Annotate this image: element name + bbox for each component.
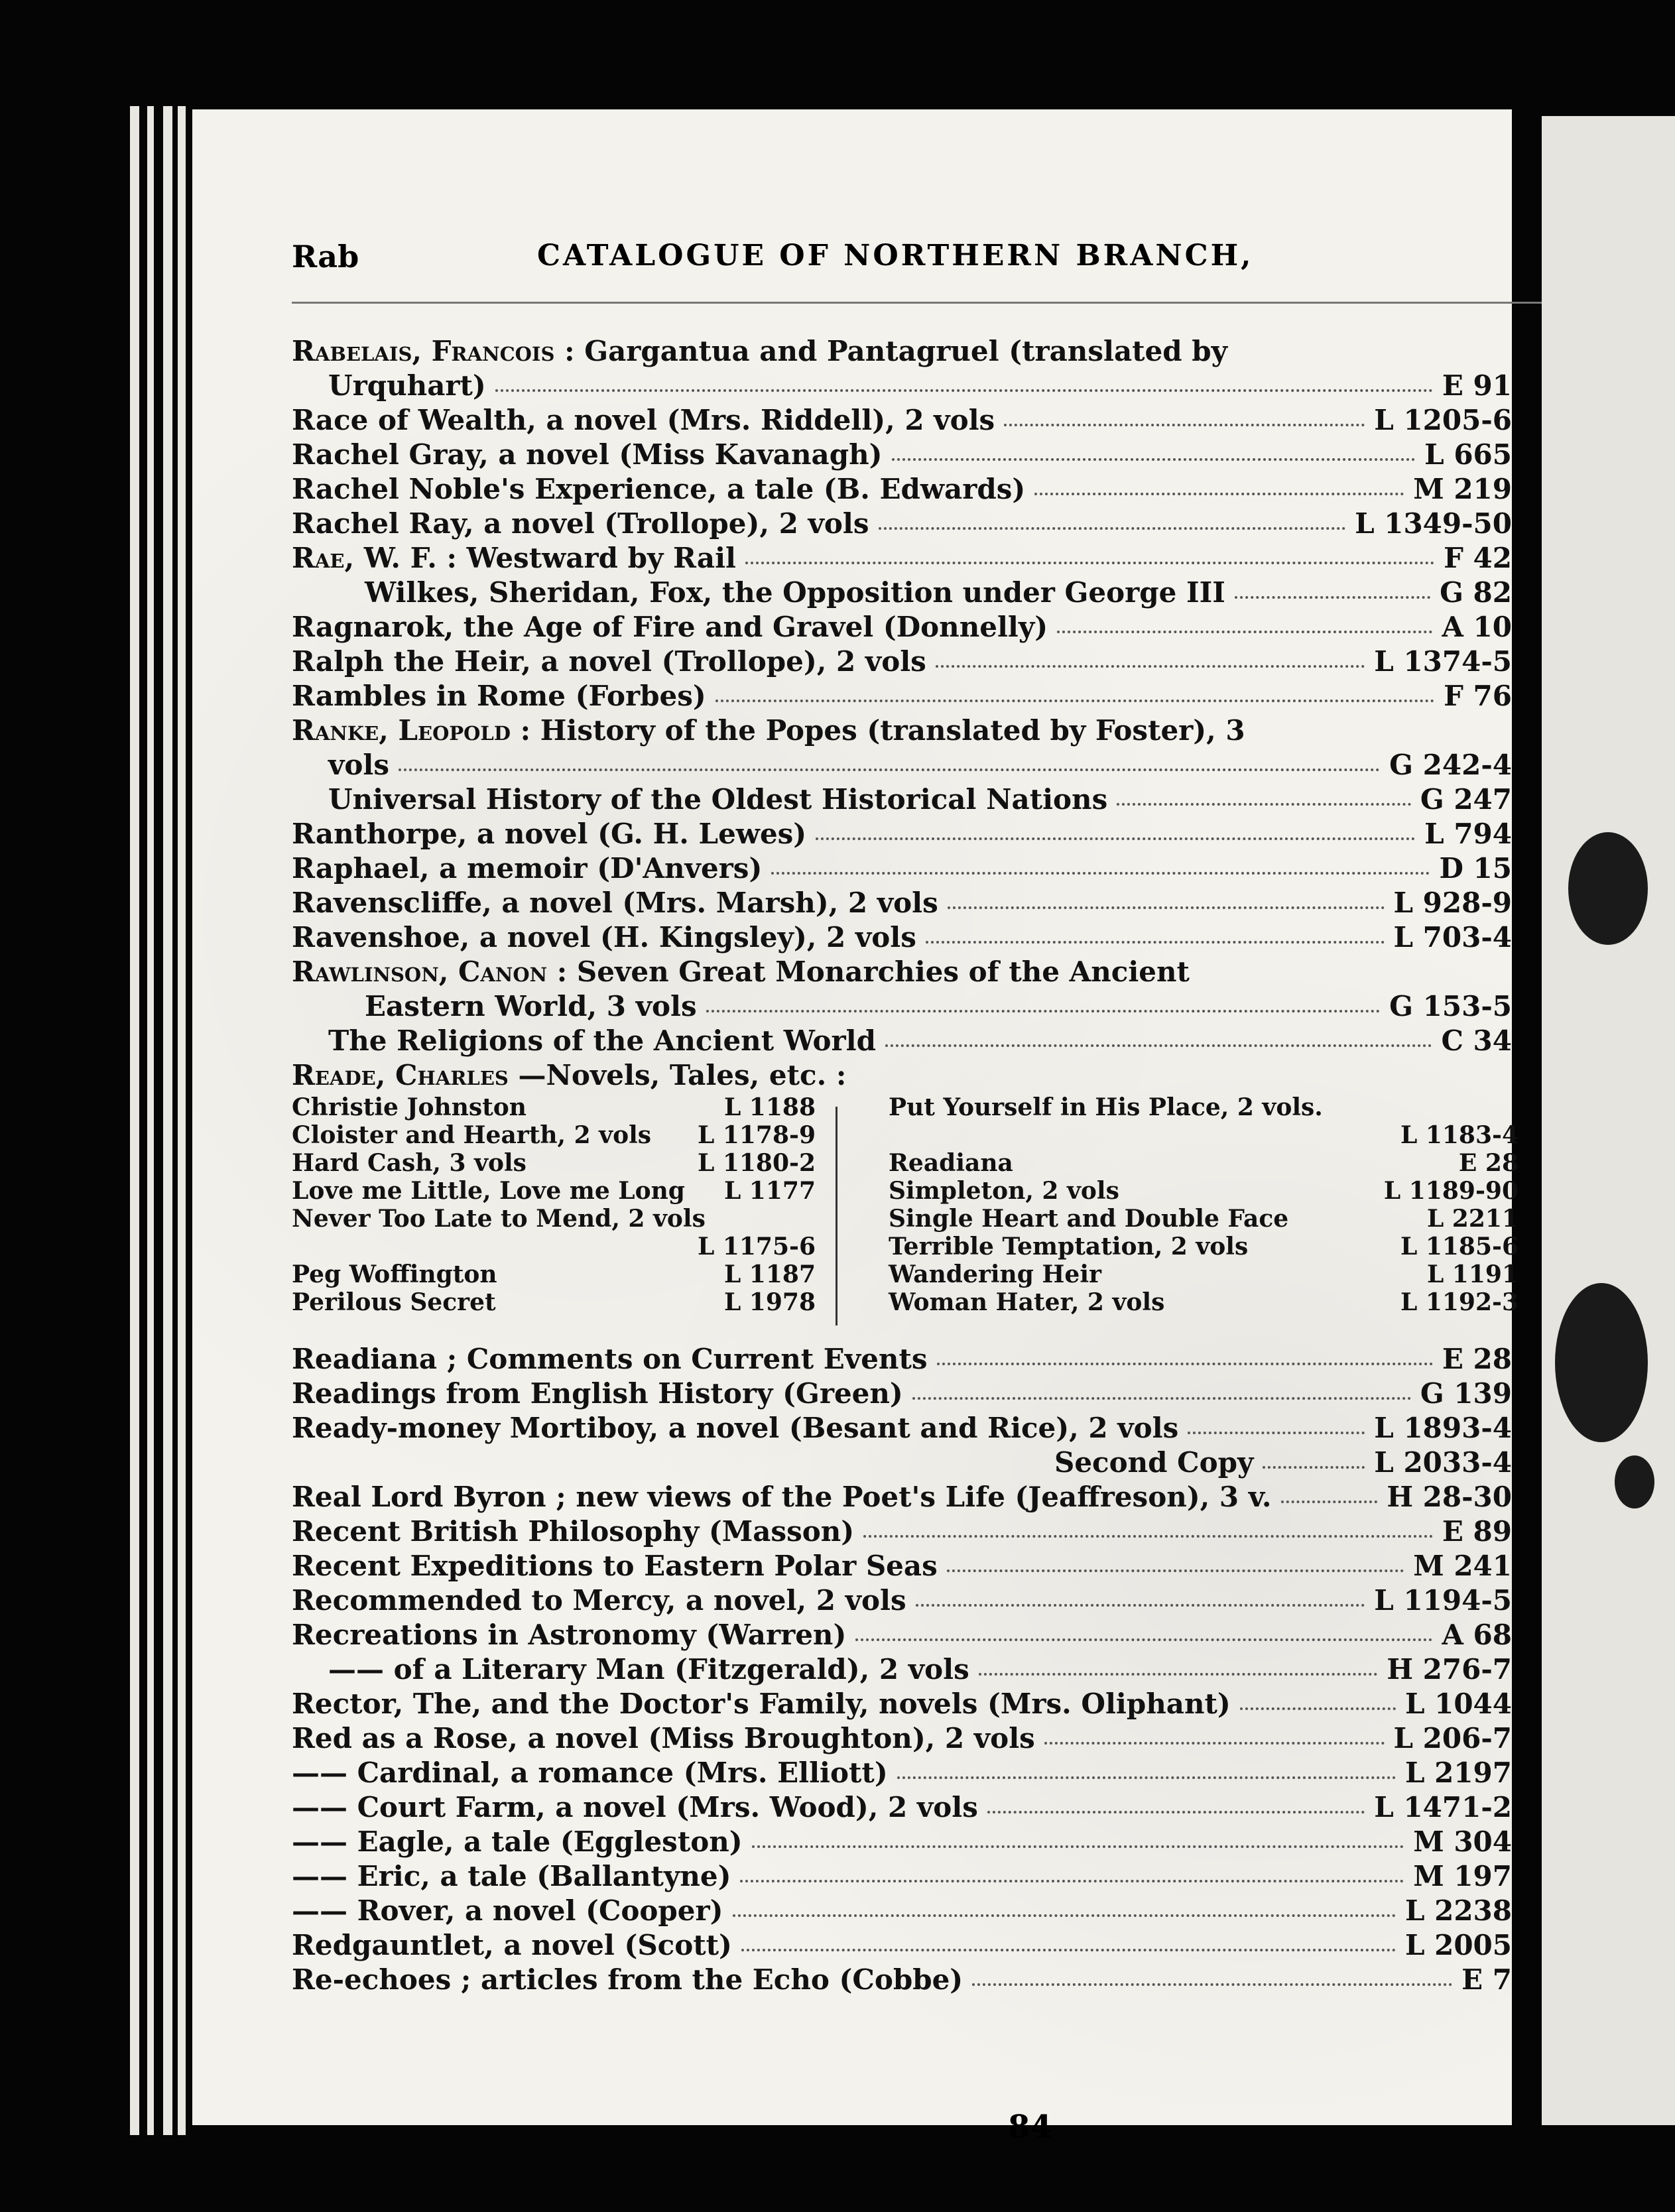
shelf-mark: L 1187	[723, 1260, 816, 1288]
entry-title: Readings from English History (Green)	[292, 1377, 903, 1410]
column-divider	[836, 1107, 837, 1325]
shelf-mark: L 1044	[1404, 1688, 1512, 1720]
catalogue-entry	[889, 1149, 1519, 1177]
author-name: Rabelais, Francois :	[292, 335, 575, 367]
entry-title: History of the Popes (translated by Foster), 3	[540, 714, 1245, 747]
shelf-mark: C 34	[1441, 1024, 1512, 1057]
catalogue-entry	[292, 1894, 1512, 1929]
entry-title: Raphael, a memoir (D'Anvers)	[292, 852, 763, 885]
catalogue-entry	[889, 1233, 1519, 1260]
entry-title: Love me Little, Love me Long	[292, 1177, 685, 1205]
catalogue-entry	[889, 1121, 1519, 1149]
dot-leader	[715, 700, 1434, 702]
shelf-mark: L 1192-3	[1400, 1288, 1519, 1316]
entry-title: Gargantua and Pantagruel (translated by	[584, 335, 1228, 367]
shelf-mark: E 28	[1458, 1149, 1519, 1177]
catalogue-entry	[292, 1059, 1512, 1093]
reade-works-columns	[292, 1093, 1519, 1343]
catalogue-entry	[292, 1825, 1512, 1860]
shelf-mark: L 1189-90	[1383, 1177, 1519, 1205]
shelf-mark: E 89	[1442, 1515, 1512, 1548]
entry-title: Single Heart and Double Face	[889, 1205, 1289, 1233]
dot-leader	[745, 562, 1434, 564]
header-rule	[292, 302, 1591, 304]
entry-title: Perilous Secret	[292, 1288, 496, 1316]
catalogue-entry	[292, 1377, 1512, 1412]
catalogue-entry	[292, 1619, 1512, 1653]
shelf-mark: G 247	[1420, 783, 1512, 816]
dot-leader	[752, 1845, 1404, 1848]
entry-title: Eastern World, 3 vols	[365, 990, 697, 1022]
catalogue-page	[192, 109, 1519, 2146]
shelf-mark: L 1177	[723, 1177, 816, 1205]
shelf-mark: G 82	[1440, 576, 1512, 609]
catalogue-entry	[292, 1653, 1512, 1688]
entry-title: Seven Great Monarchies of the Ancient	[576, 955, 1190, 988]
shelf-mark: L 1349-50	[1355, 507, 1512, 540]
shelf-mark: F 42	[1444, 542, 1512, 574]
reade-right-column	[889, 1093, 1519, 1316]
page-header	[292, 239, 1591, 278]
dot-leader	[1057, 631, 1432, 633]
entry-title: Real Lord Byron ; new views of the Poet's Life (Jeaffreson), 3 v.	[292, 1481, 1272, 1513]
catalogue-entry	[292, 1121, 816, 1149]
shelf-mark: L 1893-4	[1374, 1412, 1512, 1444]
dot-leader	[1117, 803, 1411, 806]
shelf-mark: L 1374-5	[1374, 645, 1512, 678]
catalogue-entry	[292, 1929, 1512, 1963]
catalogue-entry	[292, 1446, 1512, 1481]
dot-leader	[1263, 1466, 1365, 1469]
shelf-mark: A 68	[1442, 1619, 1512, 1651]
catalogue-entry	[292, 1024, 1512, 1059]
entry-list-2	[292, 1343, 1512, 1998]
dot-leader	[771, 872, 1430, 875]
entry-title: Ravenshoe, a novel (H. Kingsley), 2 vols	[292, 921, 916, 953]
dot-leader	[706, 1010, 1380, 1013]
catalogue-entry	[292, 1584, 1512, 1619]
shelf-mark: E 91	[1442, 369, 1512, 402]
dot-leader	[972, 1983, 1452, 1986]
entry-title: —— of a Literary Man (Fitzgerald), 2 vols	[328, 1653, 969, 1686]
catalogue-entry	[292, 1756, 1512, 1791]
catalogue-entry	[292, 576, 1512, 611]
entry-title: The Religions of the Ancient World	[328, 1024, 876, 1057]
page-number: 84	[1008, 2109, 1052, 2146]
entry-title: Redgauntlet, a novel (Scott)	[292, 1929, 732, 1961]
section-label: Rab	[292, 239, 359, 275]
shelf-mark: L 1471-2	[1374, 1791, 1512, 1823]
entry-title: Ready-money Mortiboy, a novel (Besant and Rice), 2 vols	[292, 1412, 1179, 1444]
entry-title: —— Eric, a tale (Ballantyne)	[292, 1860, 731, 1892]
dot-leader	[892, 458, 1415, 461]
dot-leader	[912, 1397, 1411, 1400]
catalogue-entry	[292, 1233, 816, 1260]
catalogue-entry	[889, 1177, 1519, 1205]
entry-title: Hard Cash, 3 vols	[292, 1149, 527, 1177]
dot-leader	[1240, 1707, 1396, 1710]
spine-strip-3	[163, 106, 172, 2135]
entry-title: Recreations in Astronomy (Warren)	[292, 1619, 847, 1651]
catalogue-entry	[292, 990, 1512, 1024]
author-name: Reade, Charles	[292, 1059, 509, 1091]
entry-title: Woman Hater, 2 vols	[889, 1288, 1165, 1316]
entry-title: Readiana ; Comments on Current Events	[292, 1343, 928, 1375]
ink-blot	[1555, 1283, 1648, 1442]
spine-strip-1	[130, 106, 139, 2135]
entry-title: —Novels, Tales, etc. :	[518, 1059, 847, 1091]
shelf-mark: G 139	[1420, 1377, 1512, 1410]
entry-title: Westward by Rail	[466, 542, 736, 574]
catalogue-entry	[292, 1093, 816, 1121]
dot-leader	[937, 1363, 1433, 1365]
shelf-mark: E 28	[1442, 1343, 1512, 1375]
entry-title: Rambles in Rome (Forbes)	[292, 680, 706, 712]
shelf-mark: L 703-4	[1393, 921, 1512, 953]
entry-title: Red as a Rose, a novel (Miss Broughton), 2 vols	[292, 1722, 1035, 1754]
dot-leader	[879, 527, 1345, 530]
shelf-mark: M 197	[1413, 1860, 1512, 1892]
dot-leader	[399, 768, 1380, 771]
catalogue-entry	[292, 1481, 1512, 1515]
catalogue-entry	[292, 921, 1512, 955]
catalogue-entry	[292, 1860, 1512, 1894]
dot-leader	[741, 1949, 1396, 1951]
entry-title: —— Court Farm, a novel (Mrs. Wood), 2 vols	[292, 1791, 978, 1823]
entry-title: Rachel Ray, a novel (Trollope), 2 vols	[292, 507, 869, 540]
catalogue-entry	[889, 1093, 1519, 1121]
shelf-mark: L 1188	[723, 1093, 816, 1121]
spine-strip-2	[147, 106, 154, 2135]
ink-blot	[1568, 832, 1648, 945]
shelf-mark: L 1191	[1426, 1260, 1519, 1288]
reade-left-column	[292, 1093, 816, 1316]
catalogue-entry	[292, 1149, 816, 1177]
dot-leader	[816, 837, 1415, 840]
entry-title: Recent Expeditions to Eastern Polar Seas	[292, 1550, 938, 1582]
entry-title: Recent British Philosophy (Masson)	[292, 1515, 855, 1548]
shelf-mark: L 794	[1424, 818, 1512, 850]
dot-leader	[926, 941, 1385, 944]
dot-leader	[495, 389, 1433, 392]
catalogue-entry	[292, 680, 1512, 714]
dot-leader	[1044, 1742, 1385, 1745]
dot-leader	[979, 1673, 1377, 1676]
catalogue-entry	[889, 1260, 1519, 1288]
spine-strip-4	[178, 106, 186, 2135]
dot-leader	[897, 1776, 1396, 1779]
shelf-mark: F 76	[1444, 680, 1512, 712]
catalogue-entry	[889, 1205, 1519, 1233]
catalogue-entry	[292, 818, 1512, 852]
catalogue-entry	[292, 1515, 1512, 1550]
catalogue-entry	[292, 1343, 1512, 1377]
shelf-mark: D 15	[1439, 852, 1512, 885]
shelf-mark: M 304	[1413, 1825, 1512, 1858]
entry-title: Put Yourself in His Place, 2 vols.	[889, 1093, 1323, 1121]
catalogue-entry	[292, 335, 1512, 369]
entry-title: —— Rover, a novel (Cooper)	[292, 1894, 723, 1927]
ink-blot	[1615, 1455, 1654, 1508]
catalogue-entry	[292, 369, 1512, 404]
entry-title: Ragnarok, the Age of Fire and Gravel (Donnelly)	[292, 611, 1048, 643]
shelf-mark: L 1205-6	[1374, 404, 1512, 436]
shelf-mark: H 28-30	[1387, 1481, 1512, 1513]
catalogue-entry	[292, 404, 1512, 438]
entry-title: —— Cardinal, a romance (Mrs. Elliott)	[292, 1756, 888, 1789]
catalogue-entry	[292, 1791, 1512, 1825]
dot-leader	[863, 1535, 1433, 1538]
entry-title: Wandering Heir	[889, 1260, 1101, 1288]
dot-leader	[740, 1880, 1404, 1882]
dot-leader	[947, 1569, 1404, 1572]
catalogue-entry	[292, 542, 1512, 576]
catalogue-entry	[292, 714, 1512, 749]
catalogue-entry	[292, 1260, 816, 1288]
entry-title: Rachel Gray, a novel (Miss Kavanagh)	[292, 438, 883, 471]
dot-leader	[1281, 1501, 1377, 1503]
page-title: CATALOGUE OF NORTHERN BRANCH,	[537, 239, 1254, 273]
catalogue-entry	[292, 1205, 816, 1233]
author-name: Ranke, Leopold :	[292, 714, 531, 747]
shelf-mark: M 241	[1413, 1550, 1512, 1582]
shelf-mark: L 1978	[723, 1288, 816, 1316]
catalogue-entry	[292, 1177, 816, 1205]
shelf-mark: L 928-9	[1393, 887, 1512, 919]
catalogue-entry	[292, 955, 1512, 990]
dot-leader	[855, 1638, 1432, 1641]
entry-title: Urquhart)	[328, 369, 486, 402]
dot-leader	[885, 1044, 1432, 1047]
catalogue-entry	[292, 1688, 1512, 1722]
author-name: Rae, W. F. :	[292, 542, 457, 574]
dot-leader	[1188, 1432, 1365, 1434]
shelf-mark: L 2211	[1426, 1205, 1519, 1233]
author-name: Rawlinson, Canon :	[292, 955, 568, 988]
shelf-mark: H 276-7	[1387, 1653, 1512, 1686]
catalogue-entries	[292, 335, 1519, 1998]
entry-title: Re-echoes ; articles from the Echo (Cobbe)	[292, 1963, 963, 1996]
catalogue-entry	[889, 1288, 1519, 1316]
entry-title: Ravenscliffe, a novel (Mrs. Marsh), 2 vols	[292, 887, 938, 919]
shelf-mark: E 7	[1461, 1963, 1512, 1996]
entry-title: Universal History of the Oldest Historical Nations	[328, 783, 1108, 816]
entry-title: Ranthorpe, a novel (G. H. Lewes)	[292, 818, 807, 850]
entry-title: Readiana	[889, 1149, 1013, 1177]
entry-title: Peg Woffington	[292, 1260, 497, 1288]
facing-page-edge	[1542, 116, 1675, 2125]
catalogue-entry	[292, 749, 1512, 783]
entry-title: Terrible Temptation, 2 vols	[889, 1233, 1249, 1260]
entry-title: Cloister and Hearth, 2 vols	[292, 1121, 652, 1149]
shelf-mark: G 242-4	[1389, 749, 1512, 781]
catalogue-entry	[292, 1550, 1512, 1584]
shelf-mark: L 2033-4	[1374, 1446, 1512, 1479]
entry-title: Ralph the Heir, a novel (Trollope), 2 vols	[292, 645, 926, 678]
entry-list-1	[292, 335, 1512, 1093]
shelf-mark: A 10	[1442, 611, 1512, 643]
shelf-mark: L 2238	[1404, 1894, 1512, 1927]
entry-title: Christie Johnston	[292, 1093, 527, 1121]
shelf-mark: L 2005	[1404, 1929, 1512, 1961]
catalogue-entry	[292, 1722, 1512, 1756]
entry-title: —— Eagle, a tale (Eggleston)	[292, 1825, 743, 1858]
catalogue-entry	[292, 1288, 816, 1316]
catalogue-entry	[292, 887, 1512, 921]
catalogue-entry	[292, 1963, 1512, 1998]
catalogue-entry	[292, 852, 1512, 887]
dot-leader	[987, 1811, 1365, 1813]
entry-title: Never Too Late to Mend, 2 vols	[292, 1205, 706, 1233]
catalogue-entry	[292, 611, 1512, 645]
shelf-mark: L 1180-2	[697, 1149, 816, 1177]
entry-title: Second Copy	[1054, 1446, 1254, 1479]
dot-leader	[1235, 596, 1430, 599]
catalogue-entry	[292, 1412, 1512, 1446]
dot-leader	[916, 1604, 1365, 1607]
shelf-mark: L 206-7	[1393, 1722, 1512, 1754]
entry-title: Race of Wealth, a novel (Mrs. Riddell), 2 vols	[292, 404, 995, 436]
shelf-mark: L 1183-4	[1400, 1121, 1519, 1149]
shelf-mark: G 153-5	[1389, 990, 1512, 1022]
entry-title: Simpleton, 2 vols	[889, 1177, 1119, 1205]
dot-leader	[1034, 493, 1404, 495]
catalogue-entry	[292, 438, 1512, 473]
shelf-mark: L 2197	[1404, 1756, 1512, 1789]
dot-leader	[733, 1914, 1396, 1917]
dot-leader	[948, 906, 1385, 909]
shelf-mark: L 1178-9	[697, 1121, 816, 1149]
entry-title: Recommended to Mercy, a novel, 2 vols	[292, 1584, 906, 1617]
shelf-mark: L 665	[1424, 438, 1512, 471]
entry-title: Rector, The, and the Doctor's Family, novels (Mrs. Oliphant)	[292, 1688, 1231, 1720]
entry-title: Wilkes, Sheridan, Fox, the Opposition under George III	[365, 576, 1225, 609]
shelf-mark: L 1185-6	[1400, 1233, 1519, 1260]
catalogue-entry	[292, 783, 1512, 818]
dot-leader	[1004, 424, 1365, 426]
catalogue-entry	[292, 645, 1512, 680]
catalogue-entry	[292, 473, 1512, 507]
shelf-mark: L 1175-6	[697, 1233, 816, 1260]
shelf-mark: M 219	[1413, 473, 1512, 505]
entry-title: Rachel Noble's Experience, a tale (B. Edwards)	[292, 473, 1026, 505]
shelf-mark: L 1194-5	[1374, 1584, 1512, 1617]
entry-title: vols	[328, 749, 390, 781]
dot-leader	[936, 665, 1365, 668]
catalogue-entry	[292, 507, 1512, 542]
